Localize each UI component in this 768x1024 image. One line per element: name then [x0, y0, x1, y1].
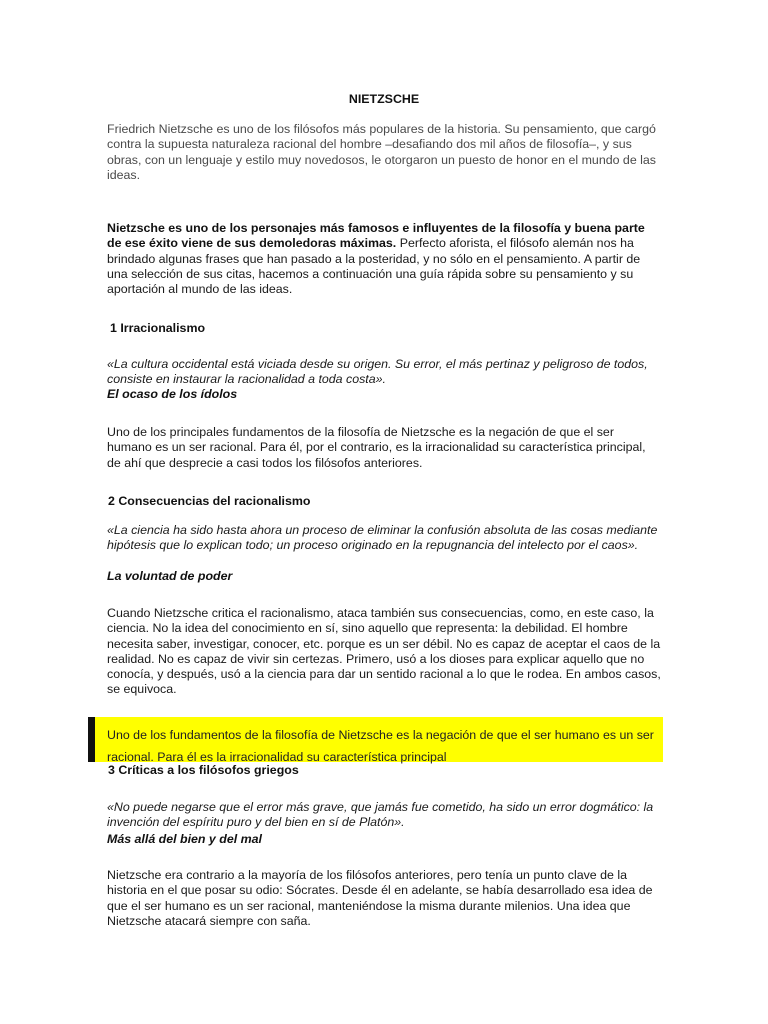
section-source-consecuencias: La voluntad de poder	[107, 569, 233, 583]
section-source-criticas: Más allá del bien y del mal	[107, 832, 262, 846]
overview-paragraph	[107, 221, 662, 297]
section-quote-consecuencias: «La ciencia ha sido hasta ahora un proceso de eliminar la confusión absoluta de las cosas mediante hipótesis que lo explican todo; un proceso originado en la repugnancia del intelecto por el caos».	[107, 523, 658, 553]
section-heading-criticas: 3 Críticas a los filósofos griegos	[108, 763, 299, 777]
section-quote-irracionalismo: «La cultura occidental está viciada desde su origen. Su error, el más pertinaz y peligroso de todos, consiste en instaurar la racionalidad a toda costa».	[107, 357, 648, 387]
section-body-irracionalismo: Uno de los principales fundamentos de la filosofía de Nietzsche es la negación de que el ser humano es un ser racional. Para él, por el contrario, es la irracionalidad su característica principal, de ahí que desprecie a casi todos los filósofos anteriores.	[107, 425, 646, 470]
overview-rest: Perfecto aforista, el filósofo alemán nos ha brindado algunas frases que han pasado a la posteridad, y no sólo en el pensamiento. A partir de una selección de sus citas, hacemos a continuación una guía rápida sobre su pensamiento y su aportación al mundo de las ideas.	[107, 236, 641, 297]
section-source-irracionalismo: El ocaso de los ídolos	[107, 387, 238, 401]
page-title: NIETZSCHE	[348, 92, 420, 106]
overview-bold-lead: Nietzsche es uno de los personajes más famosos e influyentes de la filosofía y buena parte de ese éxito viene de sus demoledoras máximas.	[107, 221, 645, 251]
section-heading-irracionalismo: 1 Irracionalismo	[110, 321, 206, 335]
intro-paragraph: Friedrich Nietzsche es uno de los filósofos más populares de la historia. Su pensamiento, que cargó contra la supuesta naturaleza racional del hombre –desafiando dos mil años de filosofía–, y sus obras, con un lenguaje y estilo muy novedosos, le otorgaron un puesto de honor en el mundo de las ideas.	[107, 122, 656, 182]
highlighted-callout: Uno de los fundamentos de la filosofía de Nietzsche es la negación de que el ser humano es un ser racional. Para él es la irracionalidad su característica principal	[107, 728, 654, 764]
section-quote-criticas: «No puede negarse que el error más grave, que jamás fue cometido, ha sido un error dogmático: la invención del espíritu puro y del bien en sí de Platón».	[107, 800, 654, 830]
highlight-marker-bar	[88, 717, 95, 762]
section-body-criticas: Nietzsche era contrario a la mayoría de los filósofos anteriores, pero tenía un punto clave de la historia en el que posar su odio: Sócrates. Desde él en adelante, se había desarrollado esa idea de que el ser humano es un ser racional, manteniéndose la misma durante milenios. Una idea que Nietzsche atacará siempre con saña.	[107, 868, 653, 928]
section-heading-consecuencias: 2 Consecuencias del racionalismo	[108, 494, 311, 508]
section-body-consecuencias: Cuando Nietzsche critica el racionalismo, ataca también sus consecuencias, como, en este caso, la ciencia. No la idea del conocimiento en sí, sino aquello que representa: la debilidad. El hombre necesita saber, investigar, conocer, etc. porque es un ser débil. No es capaz de aceptar el caos de la realidad. No es capaz de vivir sin certezas. Primero, usó a los dioses para explicar aquello que no conocía, y después, usó a la ciencia para dar un sentido racional a lo que le rodea. En ambos casos, se equivoca.	[107, 606, 661, 697]
